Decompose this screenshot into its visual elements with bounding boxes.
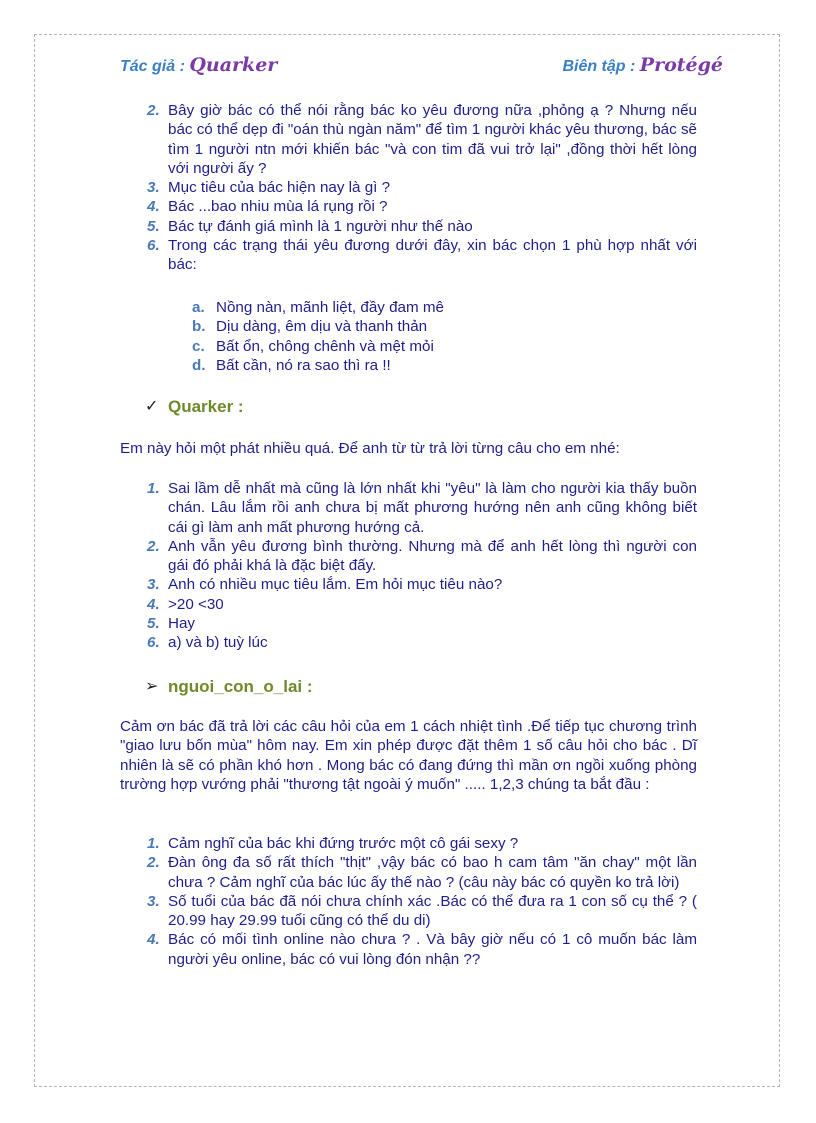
checkmark-icon: ✓ <box>145 398 159 415</box>
intro-paragraph-1: Em này hỏi một phát nhiều quá. Để anh từ từ trả lời từng câu cho em nhé: <box>120 440 620 457</box>
author-header <box>120 54 277 76</box>
list-item: 3. Anh có nhiều mục tiêu lắm. Em hỏi mục tiêu nào? <box>147 576 503 594</box>
intro-paragraph-2: Cảm ơn bác đã trả lời các câu hỏi của em 1 cách nhiệt tình .Để tiếp tục chương trình "giao lưu bốn mùa" hôm nay. Em xin phép được đặt thêm 1 số câu hỏi cho bác . Dĩ nhiên là sẽ có phần khó hơn . Mong bác có đang đứng thì mần ơn ngồi xuống phòng trường hợp vướng phải "thương tật ngoài ý muốn" ..... 1,2,3 chúng ta bắt đầu : <box>120 718 697 793</box>
list-item: 4. >20 <30 <box>147 595 224 613</box>
editor-name: Protégé <box>639 54 723 76</box>
answer-list <box>120 479 697 653</box>
question-list-1 <box>120 101 697 275</box>
speaker-name: nguoi_con_o_lai : <box>168 677 313 696</box>
list-item: 1. Cảm nghĩ của bác khi đứng trước một cô gái sexy ? <box>147 835 519 852</box>
option-item: d. Bất cần, nó ra sao thì ra !! <box>192 356 391 374</box>
option-list <box>120 298 697 375</box>
list-item: 6. Trong các trạng thái yêu đương dưới đây, xin bác chọn 1 phù hợp nhất với bác: <box>147 237 697 274</box>
option-item: b. Dịu dàng, êm dịu và thanh thản <box>192 318 428 336</box>
option-item: c. Bất ổn, chông chênh và mệt mỏi <box>192 337 434 355</box>
editor-header <box>562 54 723 76</box>
list-item: 5. Bác tự đánh giá mình là 1 người như thế nào <box>147 217 473 235</box>
arrow-bullet-icon: ➢ <box>145 678 159 695</box>
list-item: 5. Hay <box>147 615 196 633</box>
list-item: 3. Mục tiêu của bác hiện nay là gì ? <box>147 179 391 197</box>
list-item: 2. Đàn ông đa số rất thích "thịt" ,vậy bác có bao h cam tâm "ăn chay" một lần chưa ? Cảm nghĩ của bác lúc ấy thế nào ? (câu này bác có quyền ko trả lời) <box>147 854 697 891</box>
speaker-nguoi-con-o-lai <box>120 677 697 696</box>
author-name: Quarker <box>189 54 278 76</box>
list-item: 6. a) và b) tuỳ lúc <box>147 634 268 652</box>
speaker-name: Quarker : <box>168 397 244 416</box>
list-item: 4. Bác có mối tình online nào chưa ? . Và bây giờ nếu có 1 cô muốn bác làm người yêu online, bác có vui lòng đón nhận ?? <box>147 931 697 968</box>
list-item: 2. Anh vẫn yêu đương bình thường. Nhưng mà để anh hết lòng thì người con gái đó phải khá là đặc biệt đấy. <box>147 537 697 575</box>
list-item: 2. Bây giờ bác có thể nói rằng bác ko yêu đương nữa ,phỏng ạ ? Nhưng nếu bác có thể dẹp đi "oán thù ngàn năm" để tìm 1 người khác yêu thương, bác sẽ tìm 1 người ntn mới khiến bác "và con tim đã vui trở lại" ,đồng thời hết lòng với người ấy ? <box>147 102 697 177</box>
list-item: 3. Số tuổi của bác đã nói chưa chính xác .Bác có thể đưa ra 1 con số cụ thể ? ( 20.99 hay 29.99 tuổi cũng có thể du di) <box>147 892 697 930</box>
list-item: 1. Sai lầm dễ nhất mà cũng là lớn nhất khi "yêu" là làm cho người kia thấy buồn chán. Lâu lắm rồi anh chưa bị mất phương hướng nên anh cũng không biết cái gì làm anh mất phương hướng cả. <box>147 480 697 536</box>
author-label: Tác giả : <box>120 58 185 75</box>
speaker-quarker <box>120 397 697 416</box>
question-list-2 <box>120 834 697 969</box>
editor-label: Biên tập : <box>562 58 636 75</box>
list-item: 4. Bác ...bao nhiu mùa lá rụng rồi ? <box>147 198 388 216</box>
option-item: a. Nồng nàn, mãnh liệt, đầy đam mê <box>192 299 444 316</box>
